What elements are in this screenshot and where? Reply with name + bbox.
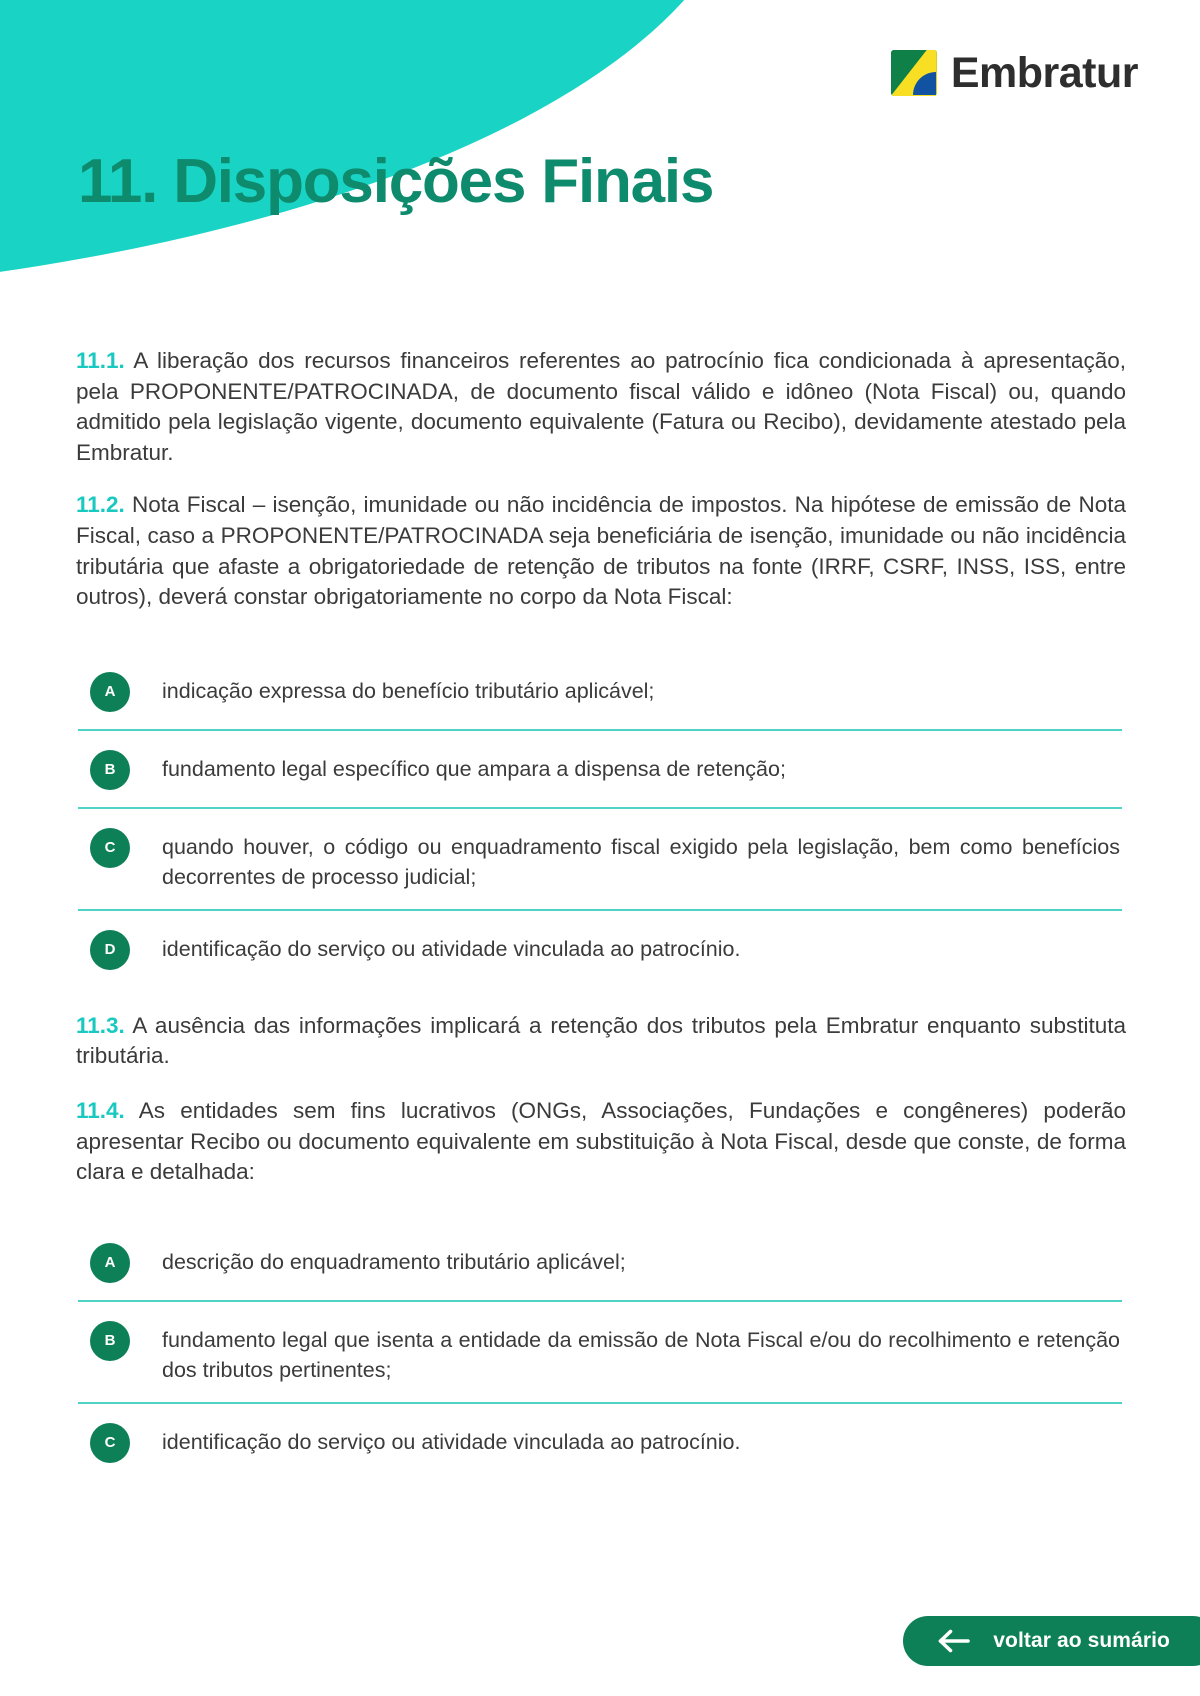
paragraph-text-11-3: A ausência das informações implicará a retenção dos tributos pela Embratur enquanto substituta tributária. [76,1012,1126,1069]
list-item [76,731,1124,807]
list-item-text: quando houver, o código ou enquadramento fiscal exigido pela legislação, bem como benefícios decorrentes de processo judicial; [162,834,1120,889]
list-item [76,653,1124,729]
paragraph-11-4 [76,1096,1126,1188]
list-item [76,809,1124,909]
paragraph-11-3 [76,1011,1126,1072]
back-to-summary-label: voltar ao sumário [993,1629,1170,1652]
brand-name: Embratur [950,48,1138,97]
list-item-text: fundamento legal que isenta a entidade da emissão de Nota Fiscal e/ou do recolhimento e retenção dos tributos pertinentes; [162,1327,1120,1382]
lettered-list-two [76,1224,1124,1480]
back-to-summary-button[interactable] [903,1616,1200,1666]
paragraph-11-1 [76,346,1126,468]
paragraph-number-11-3: 11.3. [76,1012,125,1038]
list-item [76,1404,1124,1480]
paragraph-number-11-2: 11.2. [76,492,125,518]
paragraph-text-11-1: A liberação dos recursos financeiros referentes ao patrocínio fica condicionada à apresentação, pela PROPONENTE/PATROCINADA, de documento fiscal válido e idôneo (Nota Fiscal) ou, quando admitido pela legislação vigente, documento equivalente (Fatura ou Recibo), devidamente atestado pela Embratur. [76,348,1126,465]
list-item-badge: C [90,1423,130,1463]
list-item-badge: A [90,672,130,712]
paragraph-11-2 [76,490,1126,612]
list-item-badge: D [90,930,130,970]
list-item-badge: A [90,1243,130,1283]
page-header [0,0,1200,330]
list-item [76,1302,1124,1402]
list-item-badge: C [90,828,130,868]
paragraph-number-11-4: 11.4. [76,1097,125,1123]
list-item [76,1224,1124,1300]
list-item-badge: B [90,750,130,790]
list-item-badge: B [90,1321,130,1361]
list-item-text: identificação do serviço ou atividade vinculada ao patrocínio. [162,1429,741,1454]
paragraph-text-11-4: As entidades sem fins lucrativos (ONGs, Associações, Fundações e congêneres) poderão apresentar Recibo ou documento equivalente em substituição à Nota Fiscal, desde que conste, de forma clara e detalhada: [76,1097,1126,1185]
list-item-text: indicação expressa do benefício tributário aplicável; [162,678,655,703]
list-item [76,911,1124,987]
arrow-left-icon [937,1629,971,1653]
list-item-text: identificação do serviço ou atividade vinculada ao patrocínio. [162,936,741,961]
page-title: 11. Disposições Finais [78,147,714,216]
list-item-text: fundamento legal específico que ampara a dispensa de retenção; [162,756,786,781]
embratur-logo [891,50,1138,96]
paragraph-number-11-1: 11.1. [76,348,125,373]
lettered-list-one [76,653,1124,987]
embratur-flag-logo-icon [891,50,937,96]
list-item-text: descrição do enquadramento tributário aplicável; [162,1249,626,1274]
paragraph-text-11-2: Nota Fiscal – isenção, imunidade ou não incidência de impostos. Na hipótese de emissão de Nota Fiscal, caso a PROPONENTE/PATROCINADA seja beneficiária de isenção, imunidade ou não incidência tributária que afaste a obrigatoriedade de retenção de tributos na fonte (IRRF, CSRF, INSS, ISS, entre outros), deverá constar obrigatoriamente no corpo da Nota Fiscal: [76,492,1126,610]
page-content [0,330,1200,1480]
